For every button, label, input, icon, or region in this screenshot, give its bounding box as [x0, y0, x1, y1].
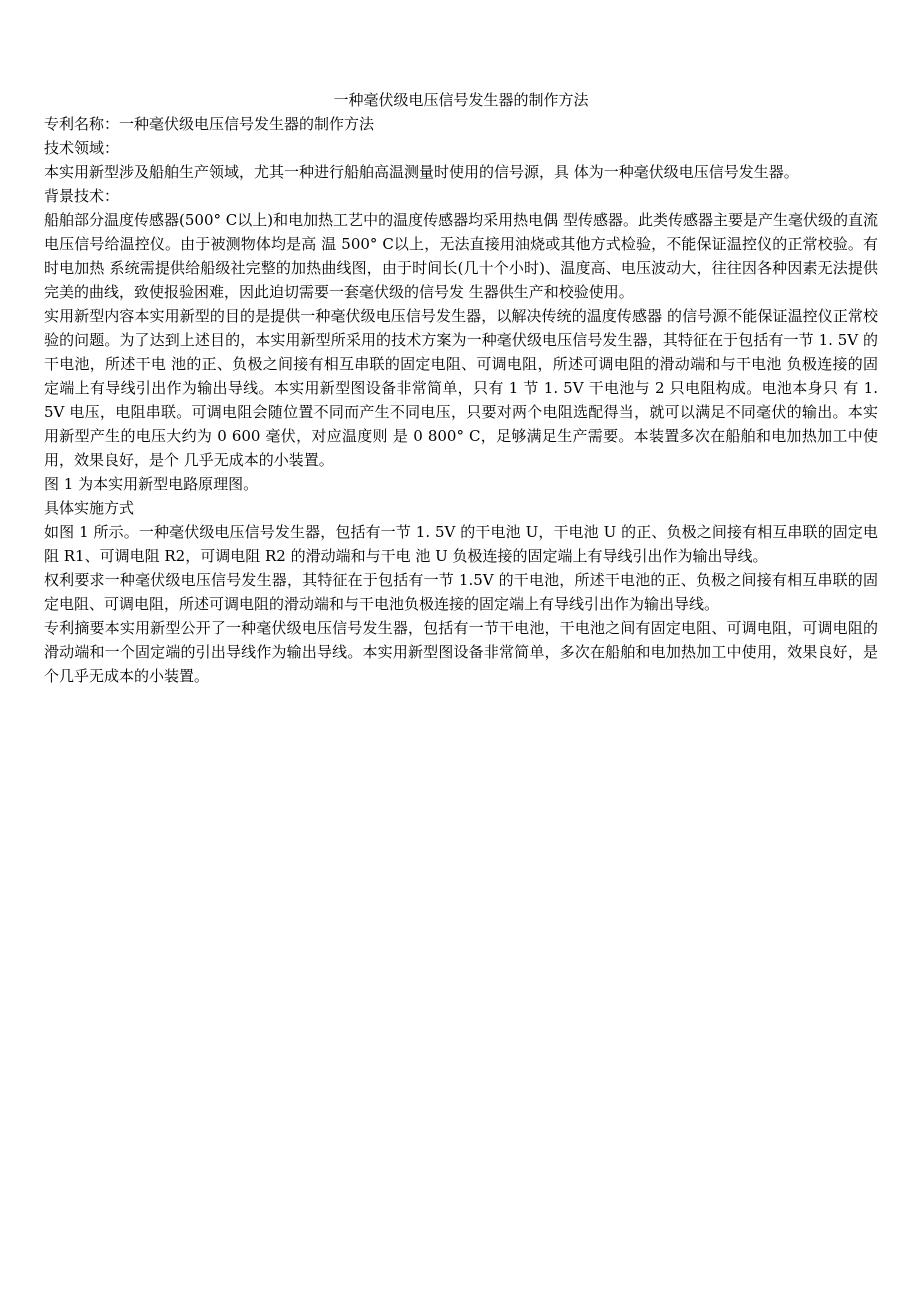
- field-paragraph: 本实用新型涉及船舶生产领域，尤其一种进行船舶高温测量时使用的信号源，具 体为一种毫伏级电压信号发生器。: [44, 163, 799, 181]
- embodiment-paragraph: 如图 1 所示。一种毫伏级电压信号发生器，包括有一节 1. 5V 的干电池 U，干电池 U 的正、负极之间接有相互串联的固定电阻 R1、可调电阻 R2，可调电阻 R2 的滑动端和与干电 池 U 负极连接的固定端上有导线引出作为输出导线。: [44, 523, 878, 565]
- field-heading: 技术领域：: [44, 139, 120, 157]
- abstract-paragraph: 专利摘要本实用新型公开了一种毫伏级电压信号发生器，包括有一节干电池，干电池之间有固定电阻、可调电阻，可调电阻的滑动端和一个固定端的引出导线作为输出导线。本实用新型图设备非常简单，多次在船舶和电加热加工中使用，效果良好，是个几乎无成本的小装置。: [44, 619, 878, 685]
- content-paragraph: 实用新型内容本实用新型的目的是提供一种毫伏级电压信号发生器，以解决传统的温度传感器 的信号源不能保证温控仪正常校验的问题。为了达到上述目的，本实用新型所采用的技术方案为一种毫伏级电压信号发生器，其特征在于包括有一节 1. 5V 的干电池，所述干电 池的正、负极之间接有相互串联的固定电阻、可调电阻，所述可调电阻的滑动端和与干电池 负极连接的固定端上有导线引出作为输出导线。本实用新型图设备非常简单，只有 1 节 1. 5V 干电池与 2 只电阻构成。电池本身只 有 1. 5V 电压，电阻串联。可调电阻会随位置不同而产生不同电压，只要对两个电阻选配得当，就可以满足不同毫伏的输出。本实用新型产生的电压大约为 0 600 毫伏，对应温度则 是 0 800° C，足够满足生产需要。本装置多次在船舶和电加热加工中使用，效果良好，是个 几乎无成本的小装置。: [44, 307, 878, 469]
- document-body: [44, 88, 878, 688]
- document-title: 一种毫伏级电压信号发生器的制作方法: [333, 91, 589, 109]
- embodiment-heading: 具体实施方式: [44, 499, 135, 517]
- patent-name: 专利名称：一种毫伏级电压信号发生器的制作方法: [44, 115, 375, 133]
- claims-paragraph: 权利要求一种毫伏级电压信号发生器，其特征在于包括有一节 1.5V 的干电池，所述干电池的正、负极之间接有相互串联的固定电阻、可调电阻，所述可调电阻的滑动端和与干电池负极连接的固定端上有导线引出作为输出导线。: [44, 571, 878, 613]
- figure-caption: 图 1 为本实用新型电路原理图。: [44, 475, 259, 493]
- background-heading: 背景技术：: [44, 187, 120, 205]
- background-paragraph: 船舶部分温度传感器(500° C以上)和电加热工艺中的温度传感器均采用热电偶 型传感器。此类传感器主要是产生毫伏级的直流电压信号给温控仪。由于被测物体均是高 温 500° C以上，无法直接用油烧或其他方式检验，不能保证温控仪的正常校验。有时电加热 系统需提供给船级社完整的加热曲线图，由于时间长(几十个小时)、温度高、电压波动大，往往因各种因素无法提供完美的曲线，致使报验困难，因此迫切需要一套毫伏级的信号发 生器供生产和校验使用。: [44, 211, 878, 301]
